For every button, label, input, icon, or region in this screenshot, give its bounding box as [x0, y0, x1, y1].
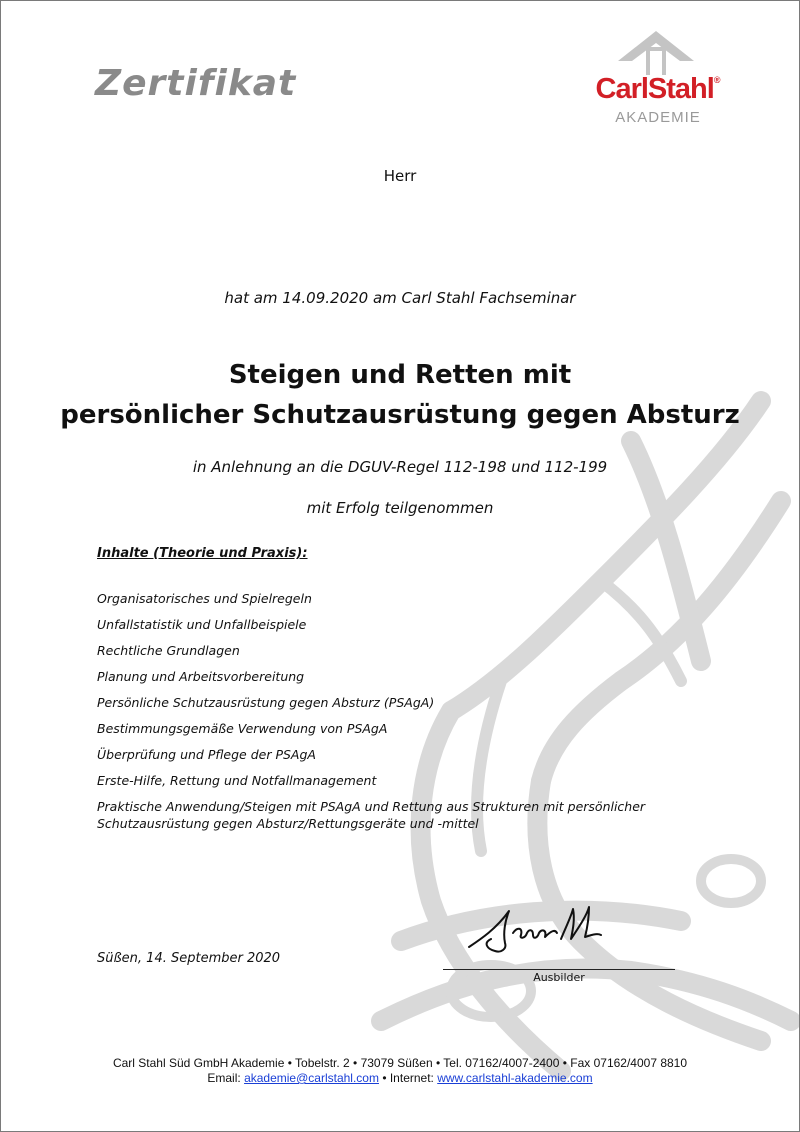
contents-heading: Inhalte (Theorie und Praxis):	[97, 546, 308, 561]
email-link[interactable]: akademie@carlstahl.com	[244, 1071, 379, 1085]
company-footer	[1, 1056, 799, 1086]
list-item: Praktische Anwendung/Steigen mit PSAgA und Rettung aus Strukturen mit persönlicher Schutzausrüstung gegen Absturz/Rettungsgeräte und -mittel	[97, 799, 646, 831]
website-link[interactable]: www.carlstahl-akademie.com	[437, 1071, 593, 1085]
list-item: Erste-Hilfe, Rettung und Notfallmanagement	[97, 773, 377, 788]
list-item: Persönliche Schutzausrüstung gegen Absturz (PSAgA)	[97, 695, 435, 710]
signature-label: Ausbilder	[533, 971, 585, 984]
course-title	[1, 355, 799, 435]
email-label: Email:	[207, 1071, 241, 1085]
certificate-title: Zertifikat	[95, 63, 297, 104]
course-title-line-1: Steigen und Retten mit	[228, 360, 572, 390]
logo-akademie-text: AKADEMIE	[615, 109, 701, 126]
footer-contact	[1, 1071, 799, 1086]
footer-address: Carl Stahl Süd GmbH Akademie • Tobelstr. 2 • 73079 Süßen • Tel. 07162/4007-2400 • Fax 07162/4007 8810	[112, 1056, 688, 1070]
logo-brand-text: CarlStahl®	[595, 73, 721, 105]
list-item: Organisatorisches und Spielregeln	[97, 591, 312, 606]
completion-result: mit Erfolg teilgenommen	[306, 499, 494, 517]
seminar-intro: hat am 14.09.2020 am Carl Stahl Fachseminar	[224, 289, 576, 307]
list-item: Überprüfung und Pflege der PSAgA	[97, 747, 316, 762]
carl-stahl-logo	[581, 29, 741, 129]
registered-mark: ®	[713, 75, 721, 85]
signature-image	[461, 899, 611, 959]
regulation-reference: in Anlehnung an die DGUV-Regel 112-198 und 112-199	[192, 458, 608, 476]
house-roof-icon	[616, 29, 696, 75]
contents-list	[97, 590, 657, 832]
list-item: Rechtliche Grundlagen	[97, 643, 240, 658]
salutation: Herr	[383, 167, 417, 185]
place-and-date: Süßen, 14. September 2020	[97, 951, 281, 966]
list-item: Unfallstatistik und Unfallbeispiele	[97, 617, 307, 632]
course-contents	[97, 546, 657, 841]
list-item: Planung und Arbeitsvorbereitung	[97, 669, 305, 684]
course-title-line-2: persönlicher Schutzausrüstung gegen Absturz	[60, 400, 740, 430]
list-item: Bestimmungsgemäße Verwendung von PSAgA	[97, 721, 388, 736]
internet-label: • Internet:	[382, 1071, 434, 1085]
signature-line	[443, 969, 675, 970]
